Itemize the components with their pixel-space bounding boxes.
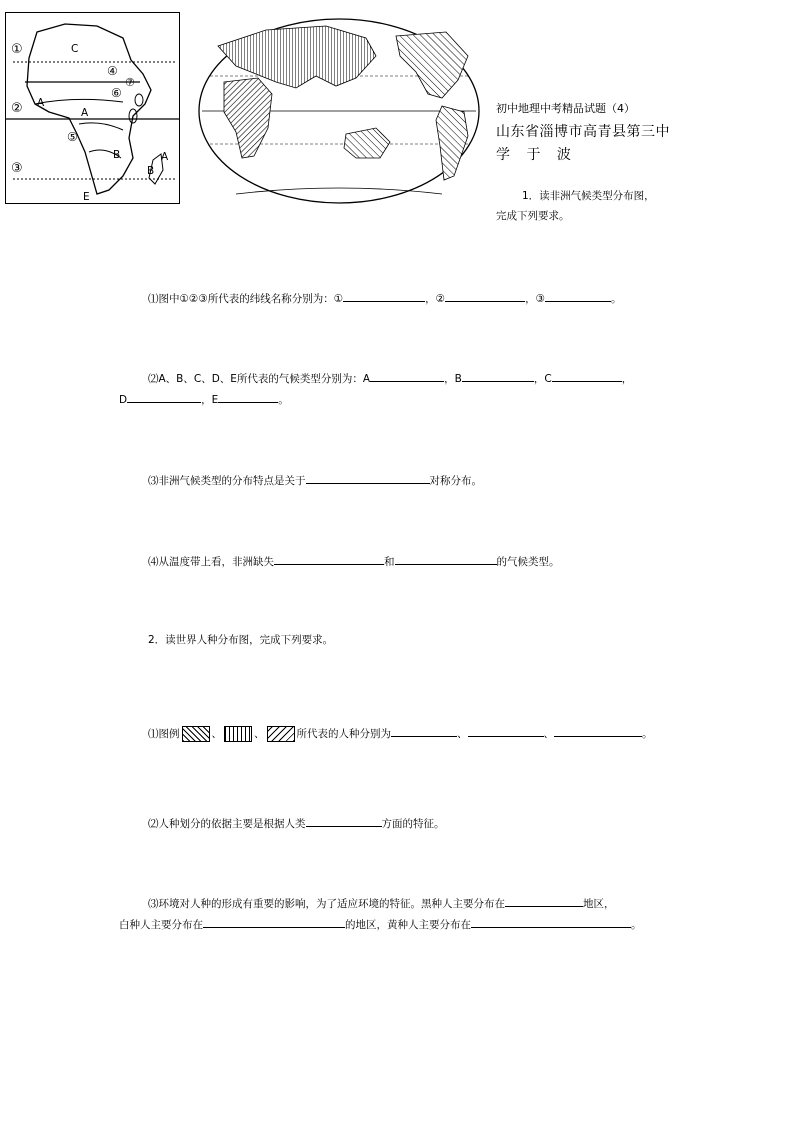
q2-part1-mid: 所代表的人种分别为 — [296, 728, 391, 740]
climate-label-b-south: B — [113, 149, 121, 161]
q2-intro: 2．读世界人种分布图，完成下列要求。 — [148, 634, 334, 646]
q1-part2 — [148, 370, 632, 386]
exam-title: 初中地理中考精品试题（4） — [496, 102, 635, 115]
q2-part1-end: 。 — [642, 728, 653, 740]
q2-part2-end: 方面的特征。 — [381, 818, 445, 830]
q2-part1-sep2: 、 — [543, 728, 554, 740]
climate-label-a-east: A — [161, 151, 169, 163]
climate-label-c: C — [71, 43, 79, 55]
q2-blank-white-region[interactable] — [203, 916, 345, 928]
q1-part1-sep2: ，③ — [525, 293, 545, 305]
q1-part4-text: ⑷从温度带上看，非洲缺失 — [148, 556, 274, 568]
q1-blank-a[interactable] — [370, 370, 444, 382]
legend-vertical-hatch-icon — [224, 726, 252, 742]
q1-part1-sep1: ，② — [425, 293, 446, 305]
africa-climate-map — [5, 12, 180, 204]
q2-part2 — [148, 815, 445, 831]
q2-part3-end2: 。 — [631, 919, 642, 931]
q1-blank-symmetry[interactable] — [306, 472, 430, 484]
q1-part4-end: 的气候类型。 — [496, 556, 560, 568]
q1-part2-line2 — [119, 391, 289, 407]
q2-part1: ⑴图例 、 、 所代表的人种分别为 、 、 。 — [148, 725, 653, 742]
q2-blank-race1[interactable] — [391, 725, 457, 737]
q1-blank-lat3[interactable] — [545, 290, 611, 302]
q1-part2-c-end: ， — [621, 373, 633, 385]
author-line: 学 于 波 — [496, 147, 577, 163]
q1-part2-d: D — [119, 394, 128, 406]
q1-part2-e: ，E — [201, 394, 219, 406]
q1-blank-lat2[interactable] — [445, 290, 525, 302]
q2-part3-text: ⑶环境对人种的形成有重要的影响，为了适应环境的特征。黑种人主要分布在 — [148, 898, 505, 910]
q1-part1-text: ⑴图中①②③所代表的纬线名称分别为：① — [148, 293, 344, 305]
q1-blank-c[interactable] — [552, 370, 622, 382]
q1-part2-c: ，C — [533, 373, 552, 385]
q2-part3-line2 — [119, 916, 642, 932]
world-race-map — [196, 16, 482, 206]
latitude-label-1: ① — [11, 42, 23, 57]
q1-part3 — [148, 472, 482, 488]
q1-blank-d[interactable] — [127, 391, 201, 403]
q1-part3-end: 对称分布。 — [429, 475, 482, 487]
q2-blank-race2[interactable] — [468, 725, 544, 737]
latitude-label-7: ⑦ — [125, 76, 135, 89]
school-line: 山东省淄博市高青县第三中 — [496, 124, 670, 140]
q1-part1 — [148, 290, 622, 306]
latitude-label-5: ⑤ — [67, 130, 78, 144]
q1-part4 — [148, 553, 560, 569]
latitude-label-3: ③ — [11, 161, 23, 176]
q2-part3-line2-text: 白种人主要分布在 — [119, 919, 203, 931]
q2-part3 — [148, 895, 615, 911]
q2-blank-yellow-region[interactable] — [471, 916, 631, 928]
q2-part3-end1: 地区， — [583, 898, 615, 910]
q1-blank-zone2[interactable] — [395, 553, 497, 565]
q2-part1-text: ⑴图例 — [148, 728, 180, 740]
q2-part2-text: ⑵人种划分的依据主要是根据人类 — [148, 818, 306, 830]
q1-blank-e[interactable] — [218, 391, 278, 403]
q1-blank-b[interactable] — [462, 370, 534, 382]
q1-blank-lat1[interactable] — [343, 290, 425, 302]
q1-part2-end: 。 — [278, 394, 289, 406]
q1-part3-text: ⑶非洲气候类型的分布特点是关于 — [148, 475, 306, 487]
q1-blank-zone1[interactable] — [274, 553, 384, 565]
q1-part1-end: 。 — [611, 293, 622, 305]
world-map-figure — [196, 16, 482, 206]
q2-part3-mid: 的地区，黄种人主要分布在 — [345, 919, 471, 931]
legend-reverse-hatch-icon — [267, 726, 295, 742]
climate-label-a-west: A — [37, 97, 45, 109]
q1-part4-and: 和 — [384, 556, 395, 568]
q1-part2-text: ⑵A、B、C、D、E所代表的气候类型分别为：A — [148, 373, 371, 385]
latitude-label-6: ⑥ — [111, 86, 122, 100]
legend-diagonal-hatch-icon — [182, 726, 210, 742]
q2-part1-sep1: 、 — [457, 728, 468, 740]
q1-intro-line2: 完成下列要求。 — [496, 210, 570, 222]
climate-label-b-east: B — [147, 165, 155, 177]
climate-label-e: E — [83, 191, 90, 203]
q1-intro-line1: 1．读非洲气候类型分布图， — [522, 190, 655, 202]
latitude-label-2: ② — [11, 101, 23, 116]
q2-blank-feature[interactable] — [306, 815, 382, 827]
climate-label-a-center: A — [81, 107, 89, 119]
q2-blank-race3[interactable] — [554, 725, 642, 737]
q2-blank-black-region[interactable] — [505, 895, 583, 907]
latitude-label-4: ④ — [107, 64, 118, 78]
q1-part2-b: ，B — [444, 373, 462, 385]
